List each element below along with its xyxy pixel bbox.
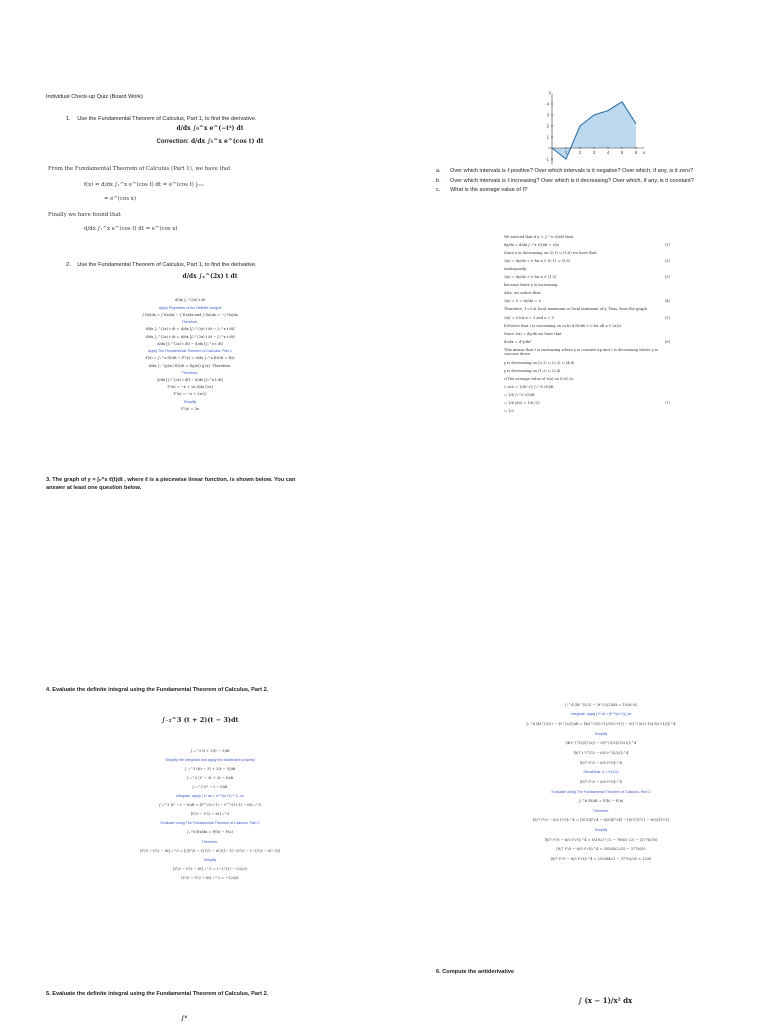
- solution-text: because there y is increasing.: [504, 283, 559, 288]
- question-1-correction: [140, 138, 280, 145]
- question-3-solution-line: [504, 259, 670, 264]
- question-6-prompt: [436, 969, 636, 977]
- x-tick-label: 3: [592, 150, 596, 155]
- equation-number: [656, 377, 670, 382]
- equation-number: [656, 251, 670, 256]
- question-1-text: Use the Fundamental Theorem of Calculus, Part 1, to find the derivative.: [77, 116, 257, 122]
- y-tick-label: -1: [545, 156, 549, 162]
- question-2-prompt: [66, 262, 296, 270]
- question-5-solution-line: [8/7 t³√t − 6/5 t²√t]₁^4: [580, 760, 622, 765]
- question-3-item: [436, 178, 700, 186]
- question-5-solution-line: Simplify: [594, 828, 608, 833]
- equation-number: [656, 369, 670, 374]
- solution-text: ℓ(x) = 0 = dy/dx = 0: [504, 299, 541, 304]
- solution-text: ℓ(x) = dy/dx > 0 for x ∈ (1,5): [504, 275, 557, 280]
- question-3-solution-line: [504, 299, 670, 304]
- equation-number: [656, 361, 670, 366]
- question-3-solution-line: [504, 340, 670, 345]
- equation-number: [656, 324, 670, 329]
- solution-text: = 1/6 ∫₀^6 ℓ(t)dt: [504, 392, 535, 397]
- question-3-solution-line: [504, 275, 670, 280]
- question-5-solution-line: Simplify: [594, 731, 608, 736]
- solution-equation-1: f(x) = d/dx ∫₁^x e^(cos t) dt = e^(cos t) |ₜ₌ₓ: [84, 182, 204, 188]
- question-2-work-line: ∫ f(x)dx = ∫ f(x)dx − ∫ f(x)dx and ∫ f(x)dx = −∫ f(x)dx: [142, 312, 238, 317]
- question-3-item: [436, 187, 700, 195]
- question-2-text: Use the Fundamental Theorem of Calculus, Part 1, to find the derivative.: [77, 262, 257, 268]
- solution-text: = 1/6 y(6) = 1/6 (2): [504, 400, 540, 405]
- solution-text: y is decreasing on (0,1) ∪ (2,3) ∪ (4,6): [504, 360, 575, 365]
- question-4-expression: ∫₋₂^3 (t + 2)(t − 3)dt: [161, 716, 239, 724]
- question-3-solution-line: [504, 243, 670, 248]
- solution-text: b)Notice that ℓ is increasing on (a,b) if dℓ/dx > 0 for all x ∈ (a,b).: [504, 323, 623, 328]
- question-2-work-line: d/dx ∫ₓ^(2x) t dt: [175, 298, 205, 303]
- equation-number: [656, 291, 670, 296]
- question-2-work-line: d/dx [∫₀^(2x) t dt] − d/dx [∫₀^x t dt]: [157, 341, 223, 346]
- x-tick-label: 6: [634, 150, 638, 155]
- x-tick-label: 1: [564, 150, 568, 155]
- question-4-work-line: ∫₋₂^3 (t² − t − 6)dt: [192, 785, 228, 790]
- solution-text: ℓ(x) = dy/dx < 0 for x ∈ (0,1) ∪ (5,6): [504, 259, 571, 264]
- question-3-item-label: b.: [436, 177, 441, 184]
- equation-number: [656, 332, 670, 337]
- question-4-work-line: ∫₋₂^3 (t² − 3t + 2t − 6)dt: [186, 776, 234, 781]
- y-tick-label: 2: [546, 123, 549, 129]
- equation-number: [656, 235, 670, 240]
- integral-graph: [530, 88, 646, 166]
- question-5-solution-line: ∫ₐ^b f(t)dt = F(b) − F(a): [578, 799, 624, 804]
- question-2-work-line: F′(x) = −x + 2x d/dx [2x]: [167, 385, 213, 390]
- question-6-text: Compute the antiderivative: [442, 969, 515, 975]
- question-4-work-line: ∫₋₂^3 (t² − t − 6)dt = [t²⁺¹/(2+1) − t¹⁺¹/(1+1) − 6t]₋₂^3: [158, 803, 262, 808]
- question-5-solution-line: Integrate, apply ∫ tⁿ dt = [tⁿ⁺¹/(n+1)], so: [570, 712, 632, 717]
- question-3-item-text: Over which intervals is ℓ positive? Over which intervals is it negative? Over which, if any, is it zero?: [450, 168, 694, 174]
- question-3-solution-line: [504, 385, 670, 390]
- question-3-solution-line: [504, 332, 670, 337]
- final-equation: d/dx ∫₁^x e^(cos t) dt = e^(cos x): [84, 226, 178, 232]
- question-5-solution-line: Recall that √t = t^(1/2): [583, 770, 619, 775]
- question-5-solution-line: ∫₁^4 (4t^(5/2) − 3t^(3/2))dt = [4(t^(5/2+1)/(5/2+1)) − 3(t^(3/2+1)/(3/2+1))]₁^4: [526, 722, 676, 727]
- question-1-number: 1.: [66, 116, 71, 122]
- equation-number: (6): [664, 339, 670, 344]
- question-2-work-line: Therefore,: [181, 370, 199, 375]
- question-6-expression: ∫ (x − 1)/x² dx: [578, 996, 633, 1005]
- solution-text: = 1/3: [504, 408, 514, 413]
- question-5-solution: [496, 698, 706, 867]
- question-5-solution-line: [4(t^(7/2)/(7/2)) − 3(t^(5/2)/(5/2))]₁^4: [565, 741, 637, 746]
- question-3-solution-line: [504, 267, 670, 272]
- equation-number: (3): [664, 275, 670, 280]
- question-5-solution-line: [8/7 t³√t − 6/5 t²√t]₁^4: [580, 779, 622, 784]
- question-3-item-text: Over which intervals is ℓ increasing? Over which is it decreasing? Over which, if any, is it constant?: [450, 177, 694, 184]
- equation-number: (1): [664, 243, 670, 248]
- y-tick-label: 4: [546, 101, 549, 107]
- question-2-work-line: d/dx [∫₀^(2x) t dt] − d/dx [∫₀^x t dt]: [157, 377, 223, 382]
- solution-text: We noticed that if y = ∫₀^x ℓ(t)dt then: [504, 235, 574, 240]
- solution-text: This means that ℓ is increasing where y is concave up and ℓ is decreasing where y is concave down.: [504, 347, 658, 357]
- question-2-work-line: d/dx ∫ₐ^(g(x)) f(t)dt = f(g(x))·g′(x). Therefore,: [148, 363, 232, 368]
- question-5-solution-line: [8/7 t³√t − 6/5 t²√t]₁^4 = (8192/7 √2 − 768/5 √2) − (3776/35): [544, 837, 658, 842]
- question-2-work-line: F′(x) = 3x: [181, 406, 199, 411]
- question-5-solution-line: Therefore,: [592, 808, 610, 813]
- question-4-work-line: [t³/3 − t²/2 − 6t]₋₂^3 = (−27/2) − (22/3): [173, 866, 247, 871]
- question-6-number: 6.: [436, 969, 441, 975]
- question-3-solution-line: [504, 361, 670, 366]
- question-2-work-line: F′(x) = −x + 2x(2): [173, 392, 207, 397]
- solution-text: Since ℓ(x) = dy/dx we have that: [504, 331, 562, 336]
- equation-number: [656, 385, 670, 390]
- question-5-solution-line: Evaluate Using The Fundamental Theorem of Calculus, Part 2: [551, 789, 651, 794]
- equation-number: (7): [664, 400, 670, 405]
- question-4-work: [100, 745, 320, 885]
- question-3-list: [436, 168, 700, 197]
- question-4-work-line: Therefore,: [201, 839, 219, 844]
- question-2-expression: d/dx ∫ₓ^(2x) t dt: [182, 273, 238, 280]
- question-5-solution-line: [8/7 t³√t − 6/5 t²√t]₁^4 = [8/7(4)³√4 − 6/5(4)²√4] − [8/7(1)³√1 − 6/5(1)²√1]: [532, 818, 670, 823]
- solution-text: Therefore, 1=0 at local maximum or local minimum of y. Thus, from the graph: [504, 307, 647, 312]
- question-4-work-line: [t³/3 − t²/2 − 6t]₋₂^3: [190, 812, 230, 817]
- question-3-solution: [504, 232, 670, 417]
- solution-text: y is decreasing on (1,2) ∪ (3,4): [504, 368, 561, 373]
- y-tick-label: 3: [546, 112, 549, 118]
- question-4-work-line: Evaluate Using The Fundamental Theorem of Calculus, Part 2: [160, 821, 260, 826]
- question-4-number: 4.: [46, 687, 51, 693]
- question-5-text: Evaluate the definite integral using the Fundamental Theorem of Calculus, Part 2.: [52, 991, 269, 997]
- question-5-solution-line: [8/7 t³√t − 6/5 t²√t]₁^4 = 35584√2/35 − 3776/35: [556, 847, 646, 852]
- question-2-work-line: d/dx ∫ₓ^(2x) t dt = d/dx [∫₀^(2x) t dt − ∫₀^x t dt]: [145, 327, 235, 332]
- solution-text: ℓ_ave = 1/(6−0) ∫₀^6 ℓ(t)dt: [504, 384, 554, 389]
- question-3-solution-line: [504, 348, 670, 358]
- question-4-text: Evaluate the definite integral using the Fundamental Theorem of Calculus, Part 2.: [52, 687, 269, 693]
- question-3-number: 3.: [46, 477, 51, 483]
- equation-number: [658, 348, 670, 358]
- x-tick-label: 5: [620, 150, 624, 155]
- y-axis-label: y: [549, 90, 552, 96]
- correction-expression: d/dx ∫₁^x e^(cos t) dt: [190, 138, 264, 145]
- question-2-number: 2.: [66, 262, 71, 268]
- question-5-solution-line: [8/7 t^(7/2) − 6/5 t^(5/2)]₁^4: [573, 751, 629, 755]
- question-5-number: 5.: [46, 991, 51, 997]
- question-4-prompt: [46, 687, 308, 695]
- question-2-work-line: F(x) = ∫ₐ^x f(t)dt → F′(x) = d/dx ∫ₐ^x f(t)dt = f(x): [145, 356, 235, 361]
- x-tick-label: 2: [578, 150, 582, 155]
- question-1-solution: [48, 166, 258, 232]
- question-3-solution-line: [504, 393, 670, 398]
- question-3-solution-line: [504, 316, 670, 321]
- question-4-work-line: Integrate, apply ∫ xⁿ dx = xⁿ⁺¹/(n+1) + C, so: [176, 794, 244, 799]
- solution-text: dy/dx = d/dx ∫₀^x ℓ(t)dt = ℓ(x): [504, 243, 560, 248]
- question-3-solution-line: [504, 369, 670, 374]
- question-3-item-label: a.: [436, 168, 441, 174]
- equation-number: (5): [664, 315, 670, 320]
- equation-number: (4): [664, 299, 670, 304]
- question-1-prompt: [66, 116, 296, 124]
- question-4-work-line: Simplify: [203, 857, 217, 862]
- question-5-expression: ∫⁴: [181, 1015, 188, 1022]
- equation-number: (2): [664, 259, 670, 264]
- question-3-solution-line: [504, 283, 670, 288]
- question-5-solution-line: ∫₁^4 (4t^(5/2) − 3t^(3/2))dt = 1026.92: [564, 702, 638, 707]
- question-2-work-line: Simplify: [183, 399, 197, 404]
- correction-label: Correction:: [156, 139, 189, 145]
- question-2-work-line: Apply Properties of the Definite Integral: [158, 305, 222, 310]
- question-3-solution-line: [504, 401, 670, 406]
- solution-text: Since y is decreasing on (0,1) ∪ (5,6) we have that:: [504, 251, 598, 256]
- solution-equation-2: = e^(cos x): [104, 196, 136, 202]
- solution-text: c)The average value of ℓ(x) on (0,6) is:: [504, 376, 574, 381]
- equation-number: [656, 267, 670, 272]
- question-2-work-line: d/dx ∫ₓ^(2x) t dt = d/dx [∫₀^(2x) t dt − ∫₀^x t dt]: [145, 334, 235, 339]
- equation-number: [656, 307, 670, 312]
- question-5-prompt: [46, 991, 308, 999]
- solution-text: Also, we notice that:: [504, 291, 542, 296]
- question-2-work: [110, 296, 270, 414]
- question-3-solution-line: [504, 409, 670, 414]
- final-intro: Finally we have found that: [48, 212, 121, 218]
- question-3-item-label: c.: [436, 187, 441, 194]
- question-4-work-line: [t³/3 − t²/2 − 6t]₋₂^3 = [(3)³/3 − (3)²/2 − 6(3)] − [(−2)³/3 − (−2)²/2 − 6(−2)]: [140, 848, 280, 853]
- question-3-solution-line: [504, 235, 670, 240]
- solution-intro: From the Fundamental Theorem of Calculus (Part 1), we have that: [48, 166, 231, 172]
- question-1-expression: d/dx ∫₀^x e^(−t²) dt: [176, 125, 244, 132]
- question-4-work-line: ∫₋₂^3 (t + 2)(t − 3)dt: [190, 749, 230, 754]
- question-3-solution-line: [504, 324, 670, 329]
- question-4-work-line: ∫₋₂^3 (t(t − 3) + 2(t − 3))dt: [184, 767, 236, 772]
- solution-text: Analogously,: [504, 267, 527, 272]
- question-2-work-line: Therefore,: [181, 320, 199, 325]
- solution-text: ℓ(x) = 0 for x = 1 and x = 5: [504, 315, 554, 320]
- solution-text: dℓ/dx = d²y/dx²: [504, 339, 532, 344]
- y-tick-label: 1: [546, 134, 549, 140]
- question-4-work-line: [t³/3 − t²/2 − 6t]₋₂^3 = −125/6: [181, 875, 239, 880]
- question-2-work-line: Apply The Fundamental Theorem of Calculus, Part 1: [148, 349, 232, 354]
- question-3-solution-line: [504, 307, 670, 312]
- question-3-solution-line: [504, 377, 670, 382]
- question-4-work-line: Simplify the integrand and apply the distributive property: [165, 758, 255, 763]
- question-3-prompt: [46, 477, 308, 492]
- page-title: Individual Check-up Quiz (Board Work): [46, 94, 143, 100]
- question-3-solution-line: [504, 251, 670, 256]
- x-tick-label: 4: [606, 150, 610, 155]
- equation-number: [656, 409, 670, 414]
- question-4-work-line: ∫ₐ^b f(x)dx = F(b) − F(a): [187, 830, 233, 835]
- question-3-item: [436, 168, 700, 176]
- question-3-solution-line: [504, 291, 670, 296]
- question-5-solution-line: [8/7 t³√t − 6/5 t²√t]₁^4 = (35584√2 − 3776)/35 ≈ 1330: [550, 857, 652, 862]
- question-3-item-text: What is the average value of ℓ?: [450, 187, 528, 194]
- x-axis-label: x: [643, 150, 646, 155]
- equation-number: [656, 283, 670, 288]
- equation-number: [656, 393, 670, 398]
- question-3-text: The graph of y = ∫₀^x ℓ(t)dt , where ℓ is a piecewise linear function, is shown below. You can answer at least one question below.: [46, 477, 296, 491]
